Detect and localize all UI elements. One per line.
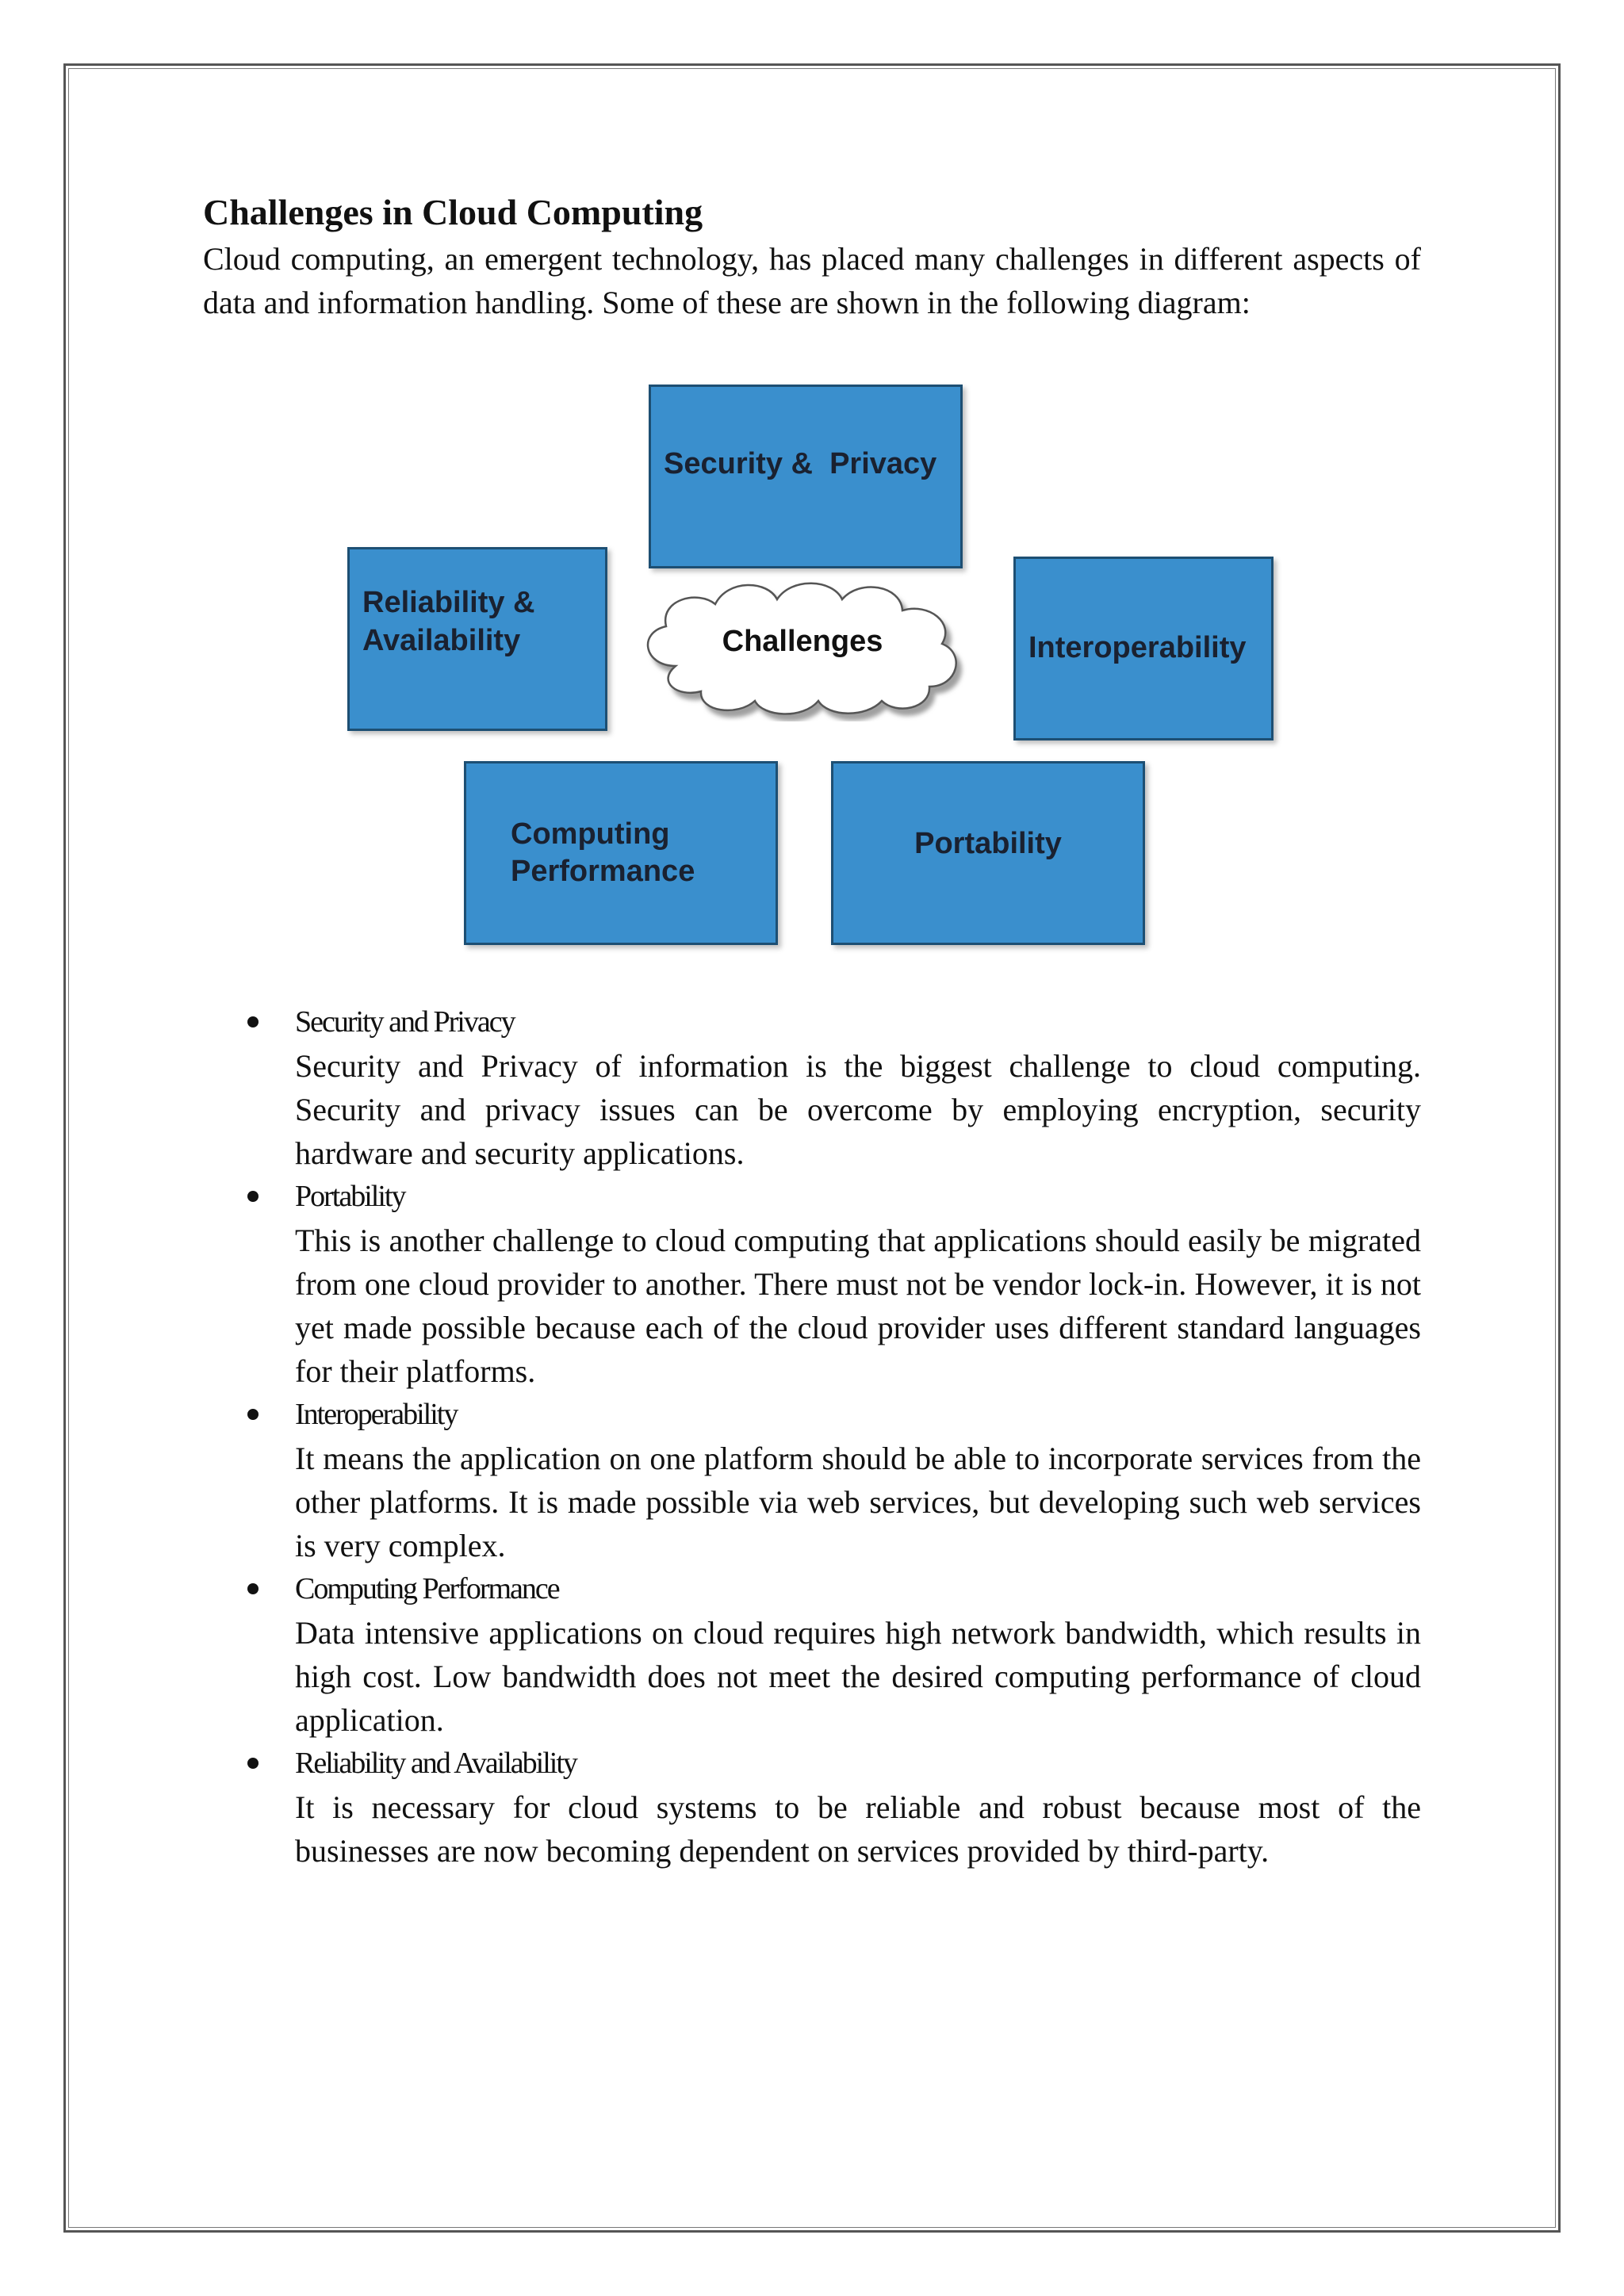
bullet-icon [247, 1583, 259, 1594]
document-body [203, 190, 1421, 324]
computing-label-line2: Performance [511, 855, 695, 888]
interoperability-box [1013, 557, 1274, 740]
list-item-heading: Computing Performance [295, 1572, 559, 1605]
reliability-label-line2: Availability [362, 623, 521, 657]
list-item [238, 1567, 1421, 1742]
list-item [238, 1742, 1421, 1873]
bullet-icon [247, 1016, 259, 1027]
reliability-label-line1: Reliability & [362, 586, 535, 619]
list-item [238, 1175, 1421, 1393]
reliability-availability-box [347, 547, 607, 731]
portability-label: Portability [914, 827, 1062, 860]
challenges-label: Challenges [722, 625, 883, 658]
list-item-heading: Interoperability [295, 1398, 458, 1431]
list-item-body: It means the application on one platform should be able to incorporate services from the other platforms. It is made possible via web services, but developing such web services is very complex. [295, 1441, 1421, 1563]
list-item-body: Security and Privacy of information is the biggest challenge to cloud computing. Security and privacy issues can be overcome by employing encryption, security hardware and security applications. [295, 1048, 1421, 1171]
list-item-body: This is another challenge to cloud computing that applications should easily be migrated from one cloud provider to another. There must not be vendor lock-in. However, it is not yet made possible because each of the cloud provider uses different standard languages for their platforms. [295, 1223, 1421, 1389]
computing-performance-box [464, 761, 778, 945]
intro-paragraph: Cloud computing, an emergent technology, has placed many challenges in different aspects of data and information handling. Some of these are shown in the following diagram: [203, 241, 1421, 321]
list-item-heading: Security and Privacy [295, 1005, 515, 1039]
computing-label-line1: Computing [511, 817, 670, 851]
page-title: Challenges in Cloud Computing [203, 192, 703, 232]
list-item-heading: Portability [295, 1180, 405, 1213]
list-item [238, 1001, 1421, 1175]
bullet-icon [247, 1758, 259, 1769]
challenges-cloud [628, 571, 977, 721]
challenge-list [238, 1001, 1421, 1873]
bullet-icon [247, 1191, 259, 1202]
interoperability-label: Interoperability [1028, 631, 1247, 665]
list-item-body: It is necessary for cloud systems to be reliable and robust because most of the businesses are now becoming dependent on services provided by third-party. [295, 1789, 1421, 1869]
list-item-body: Data intensive applications on cloud requires high network bandwidth, which results in high cost. Low bandwidth does not meet the desired computing performance of cloud application. [295, 1615, 1421, 1738]
challenges-diagram [341, 381, 1293, 967]
list-item [238, 1393, 1421, 1567]
list-item-heading: Reliability and Availability [295, 1747, 576, 1780]
security-privacy-box [649, 385, 963, 568]
portability-box [831, 761, 1145, 945]
security-privacy-label: Security & Privacy [664, 447, 937, 481]
bullet-icon [247, 1409, 259, 1420]
